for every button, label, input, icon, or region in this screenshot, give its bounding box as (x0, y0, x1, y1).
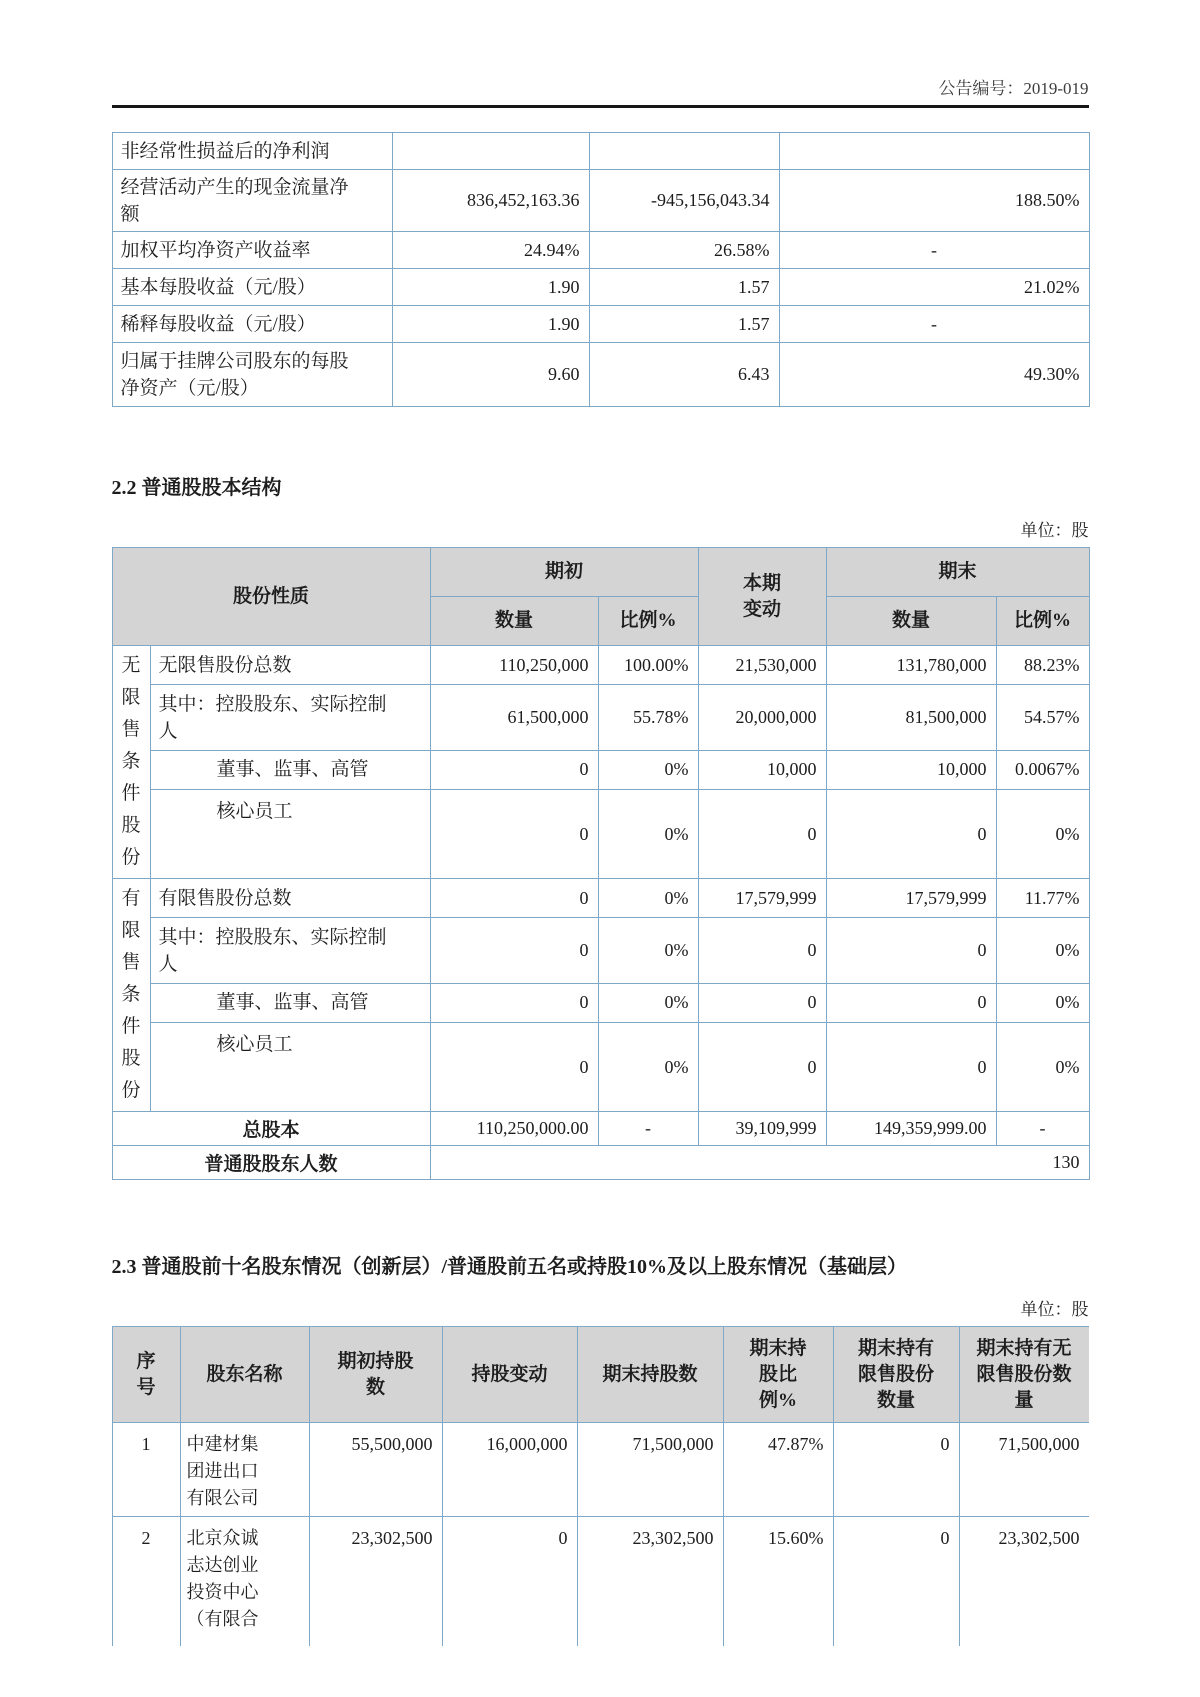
value-cell: 23,302,500 (309, 1517, 442, 1647)
value-cell: -945,156,043.34 (589, 170, 779, 232)
table-row (112, 750, 1089, 789)
shareholder-row (112, 1423, 1089, 1517)
value-cell: 110,250,000 (430, 646, 598, 685)
shareholder-row (112, 1517, 1089, 1647)
column-header-text: 期初持股数 (337, 1350, 414, 1398)
value-cell: 0 (430, 1023, 598, 1112)
row-label-text: 非经常性损益后的净利润 (120, 140, 330, 162)
table-row (112, 646, 1089, 685)
row-label (112, 306, 392, 343)
column-header-change-text: 本期变动 (743, 572, 782, 620)
total-row (112, 1112, 1089, 1146)
value-cell: 71,500,000 (959, 1423, 1089, 1517)
value-cell: 23,302,500 (577, 1517, 723, 1647)
table-row (112, 1023, 1089, 1112)
value-cell: 26.58% (589, 232, 779, 269)
value-cell: 11.77% (996, 879, 1089, 918)
value-cell: 0 (826, 790, 996, 879)
value-cell (392, 133, 589, 170)
row-label: 无限售股份总数 (150, 646, 430, 685)
share-structure-table (112, 547, 1090, 1180)
value-cell: 0 (698, 983, 826, 1022)
column-header-ratio: 比例% (996, 597, 1089, 646)
value-cell: 0 (430, 918, 598, 984)
value-cell: 1.57 (589, 269, 779, 306)
value-cell: 0 (698, 918, 826, 984)
value-cell: 0 (430, 790, 598, 879)
column-header-text: 序号 (136, 1350, 156, 1398)
value-cell: 55.78% (598, 685, 698, 751)
row-label-text: 加权平均净资产收益率 (120, 239, 311, 261)
header-rule (112, 105, 1089, 108)
column-header-qty: 数量 (430, 597, 598, 646)
column-header-qty-begin (309, 1327, 442, 1423)
value-cell: 0 (698, 1023, 826, 1112)
row-label: 核心员工 (150, 790, 430, 879)
value-cell: 0 (430, 750, 598, 789)
row-label (112, 170, 392, 232)
row-label (150, 685, 430, 751)
value-cell: 0% (598, 790, 698, 879)
value-cell: 0% (598, 1023, 698, 1112)
page-content (112, 0, 1089, 1646)
table-row (112, 170, 1089, 232)
column-header-text: 期末持有无限售股份数量 (976, 1337, 1072, 1411)
row-label-text: 基本每股收益（元/股） (120, 276, 316, 298)
value-cell: 0 (833, 1423, 959, 1517)
table-row (112, 133, 1089, 170)
shareholder-name-text: 北京众诚志达创业投资中心（有限合 (186, 1528, 259, 1629)
column-header-ratio-end (723, 1327, 833, 1423)
table-header-row (112, 548, 1089, 597)
value-cell: - (779, 232, 1089, 269)
column-header-unrestricted-end (959, 1327, 1089, 1423)
value-cell (779, 133, 1089, 170)
row-label (112, 133, 392, 170)
value-cell: 9.60 (392, 343, 589, 407)
row-label-text: 其中：控股股东、实际控制人 (158, 693, 387, 742)
table-row (112, 269, 1089, 306)
row-label-text: 经营活动产生的现金流量净额 (120, 176, 349, 225)
column-header-beginning: 期初 (430, 548, 698, 597)
column-header-qty-end (577, 1327, 723, 1423)
notice-number: 公告编号：2019-019 (938, 79, 1089, 98)
value-cell: - (779, 306, 1089, 343)
value-cell: 54.57% (996, 685, 1089, 751)
value-cell: 149,359,999.00 (826, 1112, 996, 1146)
value-cell: 0% (996, 1023, 1089, 1112)
value-cell: 10,000 (826, 750, 996, 789)
value-cell: 47.87% (723, 1423, 833, 1517)
column-header-ending: 期末 (826, 548, 1089, 597)
column-header-nature: 股份性质 (112, 548, 430, 646)
row-label-text: 稀释每股收益（元/股） (120, 313, 316, 335)
doc-header (112, 0, 1089, 99)
value-cell: 0 (430, 879, 598, 918)
group-label-restricted: 有限售条件股份 (112, 879, 150, 1112)
value-cell: 0% (996, 983, 1089, 1022)
holders-count-row (112, 1146, 1089, 1180)
row-label (112, 269, 392, 306)
row-label-text: 归属于挂牌公司股东的每股净资产（元/股） (120, 350, 349, 399)
value-cell: 836,452,163.36 (392, 170, 589, 232)
value-cell: 61,500,000 (430, 685, 598, 751)
value-cell: 6.43 (589, 343, 779, 407)
total-row-label: 总股本 (112, 1112, 430, 1146)
shareholders-table-clip (112, 1326, 1089, 1646)
row-label: 董事、监事、高管 (150, 983, 430, 1022)
value-cell: 0 (430, 983, 598, 1022)
value-cell: 55,500,000 (309, 1423, 442, 1517)
row-label (112, 343, 392, 407)
table-header-row (112, 1327, 1089, 1423)
column-header-text: 股东名称 (206, 1363, 283, 1385)
column-header-ratio: 比例% (598, 597, 698, 646)
value-cell: 1.90 (392, 269, 589, 306)
value-cell: 188.50% (779, 170, 1089, 232)
value-cell: 0 (826, 983, 996, 1022)
value-cell: 110,250,000.00 (430, 1112, 598, 1146)
row-label: 核心员工 (150, 1023, 430, 1112)
shareholder-name (180, 1517, 309, 1647)
row-label (112, 232, 392, 269)
value-cell: 10,000 (698, 750, 826, 789)
unit-label: 单位：股 (1020, 1300, 1089, 1319)
value-cell: 0 (826, 1023, 996, 1112)
value-cell: 21,530,000 (698, 646, 826, 685)
column-header-no (112, 1327, 180, 1423)
unit-label: 单位：股 (1020, 521, 1089, 540)
value-cell: 81,500,000 (826, 685, 996, 751)
value-cell (589, 133, 779, 170)
table-row (112, 879, 1089, 918)
value-cell: 16,000,000 (442, 1423, 577, 1517)
value-cell: 20,000,000 (698, 685, 826, 751)
row-label (150, 918, 430, 984)
section-2-3-title: 2.3 普通股前十名股东情况（创新层）/普通股前五名或持股10%及以上股东情况（基础层） (111, 1256, 908, 1278)
rank-cell: 2 (112, 1517, 180, 1647)
value-cell: 39,109,999 (698, 1112, 826, 1146)
value-cell: 24.94% (392, 232, 589, 269)
column-header-change (698, 548, 826, 646)
value-cell: 0.0067% (996, 750, 1089, 789)
value-cell: 1.90 (392, 306, 589, 343)
shareholder-name-text: 中建材集团进出口有限公司 (186, 1434, 259, 1508)
value-cell: 17,579,999 (826, 879, 996, 918)
value-cell: 131,780,000 (826, 646, 996, 685)
holders-count-value: 130 (430, 1146, 1089, 1180)
rank-cell: 1 (112, 1423, 180, 1517)
table-row (112, 232, 1089, 269)
value-cell: - (996, 1112, 1089, 1146)
column-header-text: 期末持有限售股份数量 (857, 1337, 934, 1411)
table-row (112, 918, 1089, 984)
value-cell: 0% (996, 790, 1089, 879)
column-header-text: 期末持股数 (602, 1363, 698, 1385)
value-cell: 49.30% (779, 343, 1089, 407)
shareholder-name (180, 1423, 309, 1517)
shareholders-table (112, 1326, 1089, 1646)
value-cell: - (598, 1112, 698, 1146)
value-cell: 100.00% (598, 646, 698, 685)
group-label-unrestricted: 无限售条件股份 (112, 646, 150, 879)
value-cell: 0 (826, 918, 996, 984)
value-cell: 0 (698, 790, 826, 879)
column-header-change (442, 1327, 577, 1423)
table-row (112, 306, 1089, 343)
table-row (112, 343, 1089, 407)
value-cell: 88.23% (996, 646, 1089, 685)
row-label: 董事、监事、高管 (150, 750, 430, 789)
column-header-qty: 数量 (826, 597, 996, 646)
row-label-text: 其中：控股股东、实际控制人 (158, 926, 387, 975)
section-2-2-title: 2.2 普通股股本结构 (111, 477, 282, 499)
value-cell: 71,500,000 (577, 1423, 723, 1517)
value-cell: 21.02% (779, 269, 1089, 306)
value-cell: 0 (833, 1517, 959, 1647)
value-cell: 1.57 (589, 306, 779, 343)
column-header-text: 期末持股比例% (749, 1337, 807, 1411)
column-header-name (180, 1327, 309, 1423)
row-label: 有限售股份总数 (150, 879, 430, 918)
table-row (112, 685, 1089, 751)
value-cell: 15.60% (723, 1517, 833, 1647)
column-header-restricted-end (833, 1327, 959, 1423)
summary-table (112, 132, 1090, 407)
value-cell: 0% (598, 879, 698, 918)
value-cell: 23,302,500 (959, 1517, 1089, 1647)
value-cell: 0 (442, 1517, 577, 1647)
value-cell: 0% (598, 750, 698, 789)
holders-count-label: 普通股股东人数 (112, 1146, 430, 1180)
column-header-text: 持股变动 (471, 1363, 548, 1385)
table-row (112, 983, 1089, 1022)
value-cell: 0% (598, 918, 698, 984)
value-cell: 0% (996, 918, 1089, 984)
table-row (112, 790, 1089, 879)
value-cell: 0% (598, 983, 698, 1022)
value-cell: 17,579,999 (698, 879, 826, 918)
